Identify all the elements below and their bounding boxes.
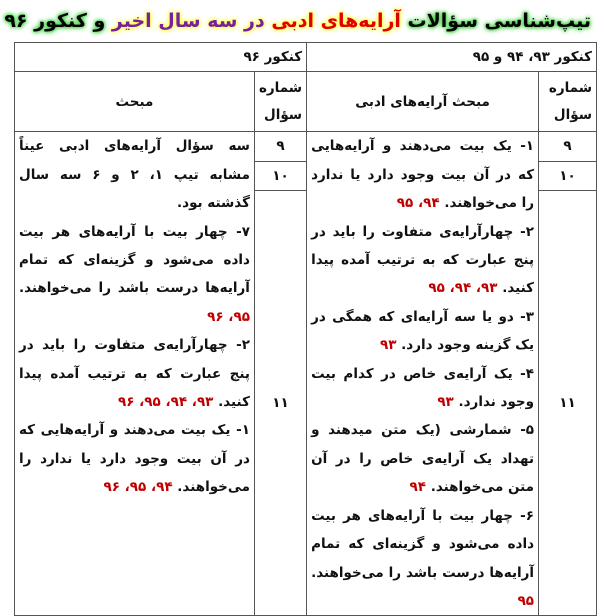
item-years: ۹۳ xyxy=(437,394,454,411)
header-question-number-right: شماره سؤال xyxy=(539,72,597,132)
item-text: ۶- چهار بیت با آرایه‌های هر بیت داده می‌شود و گزینه‌ای که تمام آرایه‌ها درست باشد را می‌خواهند. xyxy=(311,507,535,581)
question-number: ۱۱ xyxy=(539,191,597,616)
item-years: ۹۵، ۹۶ xyxy=(207,308,250,325)
list-item xyxy=(19,331,250,416)
question-number: ۹ xyxy=(539,132,597,161)
group-header-96: کنکور ۹۶ xyxy=(15,43,307,72)
item-years: ۹۳، ۹۴، ۹۵ xyxy=(428,280,498,297)
column-header-row xyxy=(15,72,597,132)
item-text: ۷- چهار بیت با آرایه‌های هر بیت داده می‌شود و گزینه‌ای که تمام آرایه‌ها درست باشد را می‌خواهند. xyxy=(19,223,250,297)
item-text: ۲- چهارآرایه‌ی متفاوت را باید در پنج عبارت که به ترتیب آمده پیدا کنید. xyxy=(19,337,250,411)
page-title xyxy=(4,6,591,36)
topic-cell-93-95 xyxy=(307,132,539,616)
list-item xyxy=(311,502,534,616)
title-part-1: تیپ‌شناسی سؤالات xyxy=(407,10,591,32)
list-item xyxy=(19,416,250,501)
intro-text: سه سؤال آرایه‌های ادبی عیناً مشابه تیپ ۱، ۲ و ۶ سه سال گذشته بود. xyxy=(19,138,250,212)
item-years: ۹۴، ۹۵ xyxy=(396,195,440,212)
list-item xyxy=(311,132,534,217)
list-item xyxy=(311,360,534,417)
header-topic-left: مبحث xyxy=(15,72,255,132)
group-header-93-95: کنکور ۹۳، ۹۴ و ۹۵ xyxy=(307,43,597,72)
item-years: ۹۳ xyxy=(379,337,397,354)
item-text: ۳- دو یا سه آرایه‌ای که همگی در یک گزینه وجود دارد. xyxy=(311,308,535,354)
list-item xyxy=(311,416,534,501)
item-years: ۹۴، ۹۵، ۹۶ xyxy=(103,479,173,496)
list-item xyxy=(19,218,250,332)
group-header-row xyxy=(15,43,597,72)
item-text: ۲- چهارآرایه‌ی متفاوت را باید در پنج عبارت که به ترتیب آمده پیدا کنید. xyxy=(311,223,535,297)
topic-cell-96 xyxy=(15,132,255,616)
item-text: ۱- یک بیت می‌دهند و آرایه‌هایی که در آن بیت وجود دارد یا ندارد را می‌خواهند. xyxy=(19,422,250,496)
title-part-2: آرایه‌های ادبی xyxy=(271,10,401,32)
header-question-number-left: شماره سؤال xyxy=(254,72,306,132)
header-topic-right: مبحث آرایه‌های ادبی xyxy=(307,72,539,132)
question-number: ۹ xyxy=(254,132,306,161)
item-text: ۱- یک بیت می‌دهند و آرایه‌هایی که در آن بیت وجود دارد یا ندارد را می‌خواهند. xyxy=(311,138,535,212)
list-item xyxy=(311,303,534,360)
title-part-3: در سه سال اخیر xyxy=(111,10,265,32)
item-text: ۵- شمارشی (یک متن میدهند و تهداد یک آرایه‌ی خاص را در آن متن می‌خواهند. xyxy=(311,422,535,496)
list-item xyxy=(311,218,534,303)
question-number: ۱۰ xyxy=(539,161,597,190)
item-years: ۹۳، ۹۴، ۹۵، ۹۶ xyxy=(117,394,214,411)
item-text: ۴- یک آرایه‌ی خاص در کدام بیت وجود ندارد. xyxy=(311,365,535,411)
title-part-4: و کنکور ۹۶ xyxy=(4,10,106,32)
item-years: ۹۵ xyxy=(517,592,535,609)
item-years: ۹۴ xyxy=(409,479,426,496)
question-number: ۱۰ xyxy=(254,161,306,190)
question-type-table xyxy=(14,42,597,616)
question-number: ۱۱ xyxy=(254,191,306,616)
table-row xyxy=(15,132,597,161)
